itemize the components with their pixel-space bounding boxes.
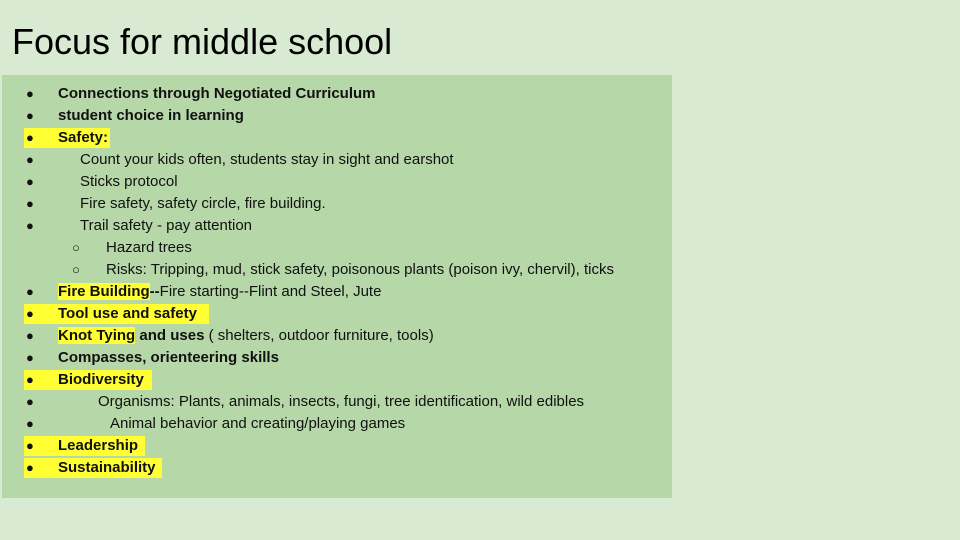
list-item: ● Animal behavior and creating/playing games bbox=[2, 413, 672, 435]
bullet-icon: ● bbox=[26, 416, 34, 431]
list-item: ● Sticks protocol bbox=[2, 171, 672, 193]
circle-bullet-icon: ○ bbox=[72, 240, 80, 255]
list-item: ● Fire Building--Fire starting--Flint and Steel, Jute bbox=[2, 281, 672, 303]
bullet-icon: ● bbox=[26, 460, 34, 475]
bullet-icon: ● bbox=[26, 86, 34, 101]
list-item: ● student choice in learning bbox=[2, 105, 672, 127]
bullet-icon: ● bbox=[26, 306, 34, 321]
list-item: ● Biodiversity bbox=[2, 369, 672, 391]
slide-title: Focus for middle school bbox=[12, 21, 393, 62]
list-item: ● Trail safety - pay attention bbox=[2, 215, 672, 237]
bullet-icon: ● bbox=[26, 108, 34, 123]
bullet-icon: ● bbox=[26, 328, 34, 343]
bullet-icon: ● bbox=[26, 284, 34, 299]
list-item: ● Safety: bbox=[2, 127, 672, 149]
circle-bullet-icon: ○ bbox=[72, 262, 80, 277]
list-item: ● Knot Tying and uses ( shelters, outdoor furniture, tools) bbox=[2, 325, 672, 347]
list-item: ● Sustainability bbox=[2, 457, 672, 479]
bullet-icon: ● bbox=[26, 174, 34, 189]
list-item: ● Leadership bbox=[2, 435, 672, 457]
bullet-icon: ● bbox=[26, 372, 34, 387]
list-item: ● Compasses, orienteering skills bbox=[2, 347, 672, 369]
list-item: ○ Risks: Tripping, mud, stick safety, poisonous plants (poison ivy, chervil), ticks bbox=[2, 259, 672, 281]
list-item: ● Fire safety, safety circle, fire building. bbox=[2, 193, 672, 215]
bullet-icon: ● bbox=[26, 350, 34, 365]
content-panel bbox=[2, 75, 672, 498]
list-item: ● Organisms: Plants, animals, insects, fungi, tree identification, wild edibles bbox=[2, 391, 672, 413]
bullet-icon: ● bbox=[26, 130, 34, 145]
bullet-icon: ● bbox=[26, 196, 34, 211]
bullet-icon: ● bbox=[26, 218, 34, 233]
bullet-icon: ● bbox=[26, 394, 34, 409]
bullet-icon: ● bbox=[26, 438, 34, 453]
list-item: ● Connections through Negotiated Curriculum bbox=[2, 83, 672, 105]
list-item: ● Count your kids often, students stay in sight and earshot bbox=[2, 149, 672, 171]
list-item: ○ Hazard trees bbox=[2, 237, 672, 259]
list-item: ● Tool use and safety bbox=[2, 303, 672, 325]
bullet-icon: ● bbox=[26, 152, 34, 167]
